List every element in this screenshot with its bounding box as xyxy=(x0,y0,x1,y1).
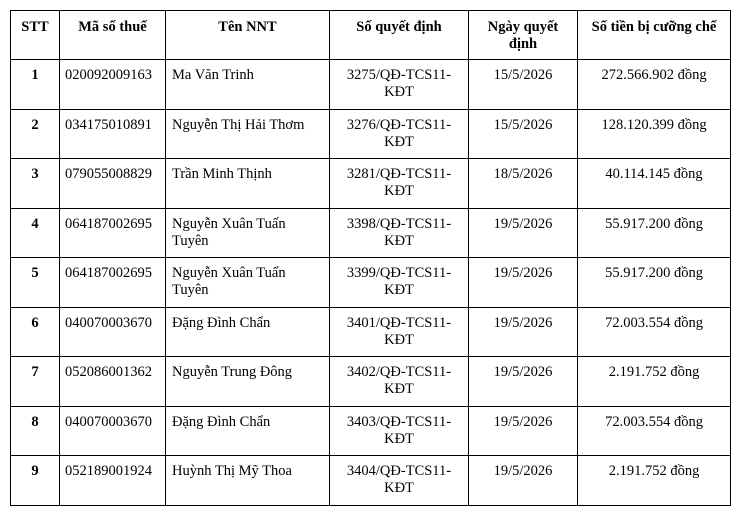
enforcement-table xyxy=(10,10,731,506)
cell-taxpayer-name: Nguyễn Xuân Tuấn Tuyên xyxy=(166,258,330,308)
cell-amount: 72.003.554 đồng xyxy=(578,406,731,456)
cell-tax-code: 040070003670 xyxy=(60,307,166,357)
table-row xyxy=(11,159,731,209)
header-tax-code: Mã số thuế xyxy=(60,11,166,60)
header-stt: STT xyxy=(11,11,60,60)
cell-stt: 8 xyxy=(11,406,60,456)
header-amount: Số tiền bị cưỡng chế xyxy=(578,11,731,60)
cell-decision-date: 15/5/2026 xyxy=(469,109,578,159)
cell-decision-no: 3276/QĐ-TCS11-KĐT xyxy=(330,109,469,159)
cell-taxpayer-name: Đặng Đình Chẩn xyxy=(166,307,330,357)
cell-decision-date: 18/5/2026 xyxy=(469,159,578,209)
cell-decision-date: 19/5/2026 xyxy=(469,208,578,258)
cell-tax-code: 064187002695 xyxy=(60,208,166,258)
table-row xyxy=(11,109,731,159)
cell-taxpayer-name: Ma Văn Trinh xyxy=(166,60,330,110)
cell-decision-no: 3404/QĐ-TCS11-KĐT xyxy=(330,456,469,506)
header-row xyxy=(11,11,731,60)
cell-stt: 3 xyxy=(11,159,60,209)
cell-taxpayer-name: Đặng Đình Chẩn xyxy=(166,406,330,456)
cell-decision-no: 3275/QĐ-TCS11-KĐT xyxy=(330,60,469,110)
cell-decision-date: 19/5/2026 xyxy=(469,456,578,506)
table-header xyxy=(11,11,731,60)
cell-tax-code: 034175010891 xyxy=(60,109,166,159)
cell-decision-date: 19/5/2026 xyxy=(469,258,578,308)
cell-decision-date: 19/5/2026 xyxy=(469,357,578,407)
cell-decision-no: 3403/QĐ-TCS11-KĐT xyxy=(330,406,469,456)
table-row xyxy=(11,406,731,456)
cell-decision-no: 3401/QĐ-TCS11-KĐT xyxy=(330,307,469,357)
table-row xyxy=(11,258,731,308)
cell-tax-code: 052086001362 xyxy=(60,357,166,407)
cell-taxpayer-name: Trần Minh Thịnh xyxy=(166,159,330,209)
cell-amount: 72.003.554 đồng xyxy=(578,307,731,357)
cell-tax-code: 079055008829 xyxy=(60,159,166,209)
cell-amount: 2.191.752 đồng xyxy=(578,456,731,506)
cell-amount: 2.191.752 đồng xyxy=(578,357,731,407)
table-body xyxy=(11,60,731,506)
table-row xyxy=(11,60,731,110)
cell-decision-no: 3281/QĐ-TCS11-KĐT xyxy=(330,159,469,209)
cell-tax-code: 040070003670 xyxy=(60,406,166,456)
cell-amount: 55.917.200 đồng xyxy=(578,258,731,308)
table-row xyxy=(11,456,731,506)
header-name: Tên NNT xyxy=(166,11,330,60)
header-decision-date: Ngày quyết định xyxy=(469,11,578,60)
cell-decision-no: 3399/QĐ-TCS11-KĐT xyxy=(330,258,469,308)
cell-stt: 7 xyxy=(11,357,60,407)
cell-amount: 272.566.902 đồng xyxy=(578,60,731,110)
cell-decision-no: 3398/QĐ-TCS11-KĐT xyxy=(330,208,469,258)
table-row xyxy=(11,307,731,357)
cell-taxpayer-name: Nguyễn Xuân Tuấn Tuyên xyxy=(166,208,330,258)
cell-tax-code: 052189001924 xyxy=(60,456,166,506)
cell-amount: 128.120.399 đồng xyxy=(578,109,731,159)
header-decision-no: Số quyết định xyxy=(330,11,469,60)
table-row xyxy=(11,208,731,258)
cell-stt: 9 xyxy=(11,456,60,506)
cell-stt: 5 xyxy=(11,258,60,308)
cell-tax-code: 020092009163 xyxy=(60,60,166,110)
cell-decision-date: 15/5/2026 xyxy=(469,60,578,110)
cell-decision-no: 3402/QĐ-TCS11-KĐT xyxy=(330,357,469,407)
table-row xyxy=(11,357,731,407)
cell-taxpayer-name: Nguyễn Thị Hải Thơm xyxy=(166,109,330,159)
cell-stt: 1 xyxy=(11,60,60,110)
cell-taxpayer-name: Huỳnh Thị Mỹ Thoa xyxy=(166,456,330,506)
cell-stt: 6 xyxy=(11,307,60,357)
cell-amount: 40.114.145 đồng xyxy=(578,159,731,209)
cell-decision-date: 19/5/2026 xyxy=(469,307,578,357)
cell-tax-code: 064187002695 xyxy=(60,258,166,308)
cell-decision-date: 19/5/2026 xyxy=(469,406,578,456)
cell-stt: 2 xyxy=(11,109,60,159)
cell-taxpayer-name: Nguyễn Trung Đông xyxy=(166,357,330,407)
cell-amount: 55.917.200 đồng xyxy=(578,208,731,258)
cell-stt: 4 xyxy=(11,208,60,258)
